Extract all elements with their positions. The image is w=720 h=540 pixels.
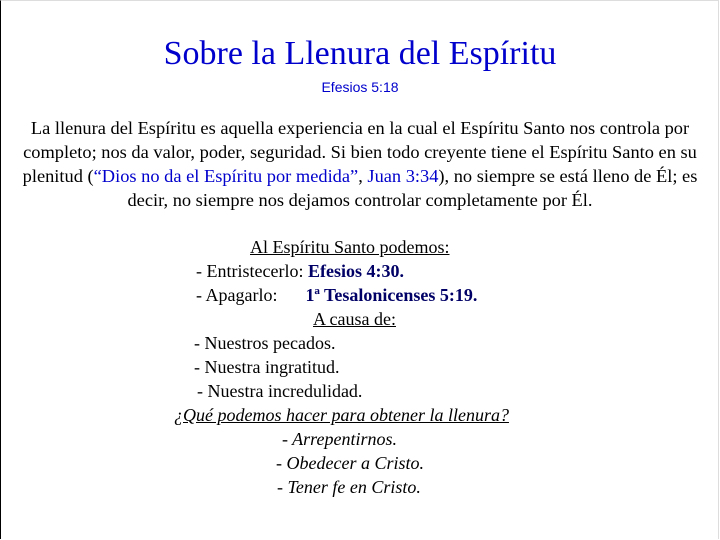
item-label: - Entristecerlo: xyxy=(196,261,308,281)
section1-item-entristecer xyxy=(196,260,404,282)
section3-item: - Obedecer a Cristo. xyxy=(276,453,424,473)
section2-item: - Nuestra incredulidad. xyxy=(197,381,363,401)
section2-heading: A causa de: xyxy=(313,309,396,329)
intro-reference: Juan 3:34 xyxy=(367,166,439,186)
section3-heading: ¿Qué podemos hacer para obtener la llenura? xyxy=(174,405,509,425)
intro-paragraph xyxy=(10,116,710,212)
item-label: - Apagarlo: xyxy=(196,285,278,305)
intro-text-after: ), no siempre se está lleno de Él; es decir, no siempre nos dejamos controlar completamente por Él. xyxy=(127,166,698,210)
slide-subtitle: Efesios 5:18 xyxy=(321,79,399,95)
intro-text-before: La llenura del Espíritu es aquella experiencia en la cual el Espíritu Santo nos controla por completo; nos da valor, poder, seguridad. Si bien todo creyente tiene el Espíritu Santo en su plenitud ( xyxy=(22,118,697,186)
section3-item: - Tener fe en Cristo. xyxy=(277,477,421,497)
item-reference: 1ª Tesalonicenses 5:19. xyxy=(305,285,478,305)
section1-item-apagar xyxy=(196,284,477,306)
slide-title: Sobre la Llenura del Espíritu xyxy=(163,35,557,72)
intro-quote: “Dios no da el Espíritu por medida” xyxy=(93,166,359,186)
item-reference: Efesios 4:30. xyxy=(307,261,404,281)
section1-heading: Al Espíritu Santo podemos: xyxy=(250,237,450,257)
section2-item: - Nuestra ingratitud. xyxy=(194,357,340,377)
intro-text-middle: , xyxy=(358,166,368,186)
section2-item: - Nuestros pecados. xyxy=(194,333,336,353)
section3-item: - Arrepentirnos. xyxy=(282,429,397,449)
